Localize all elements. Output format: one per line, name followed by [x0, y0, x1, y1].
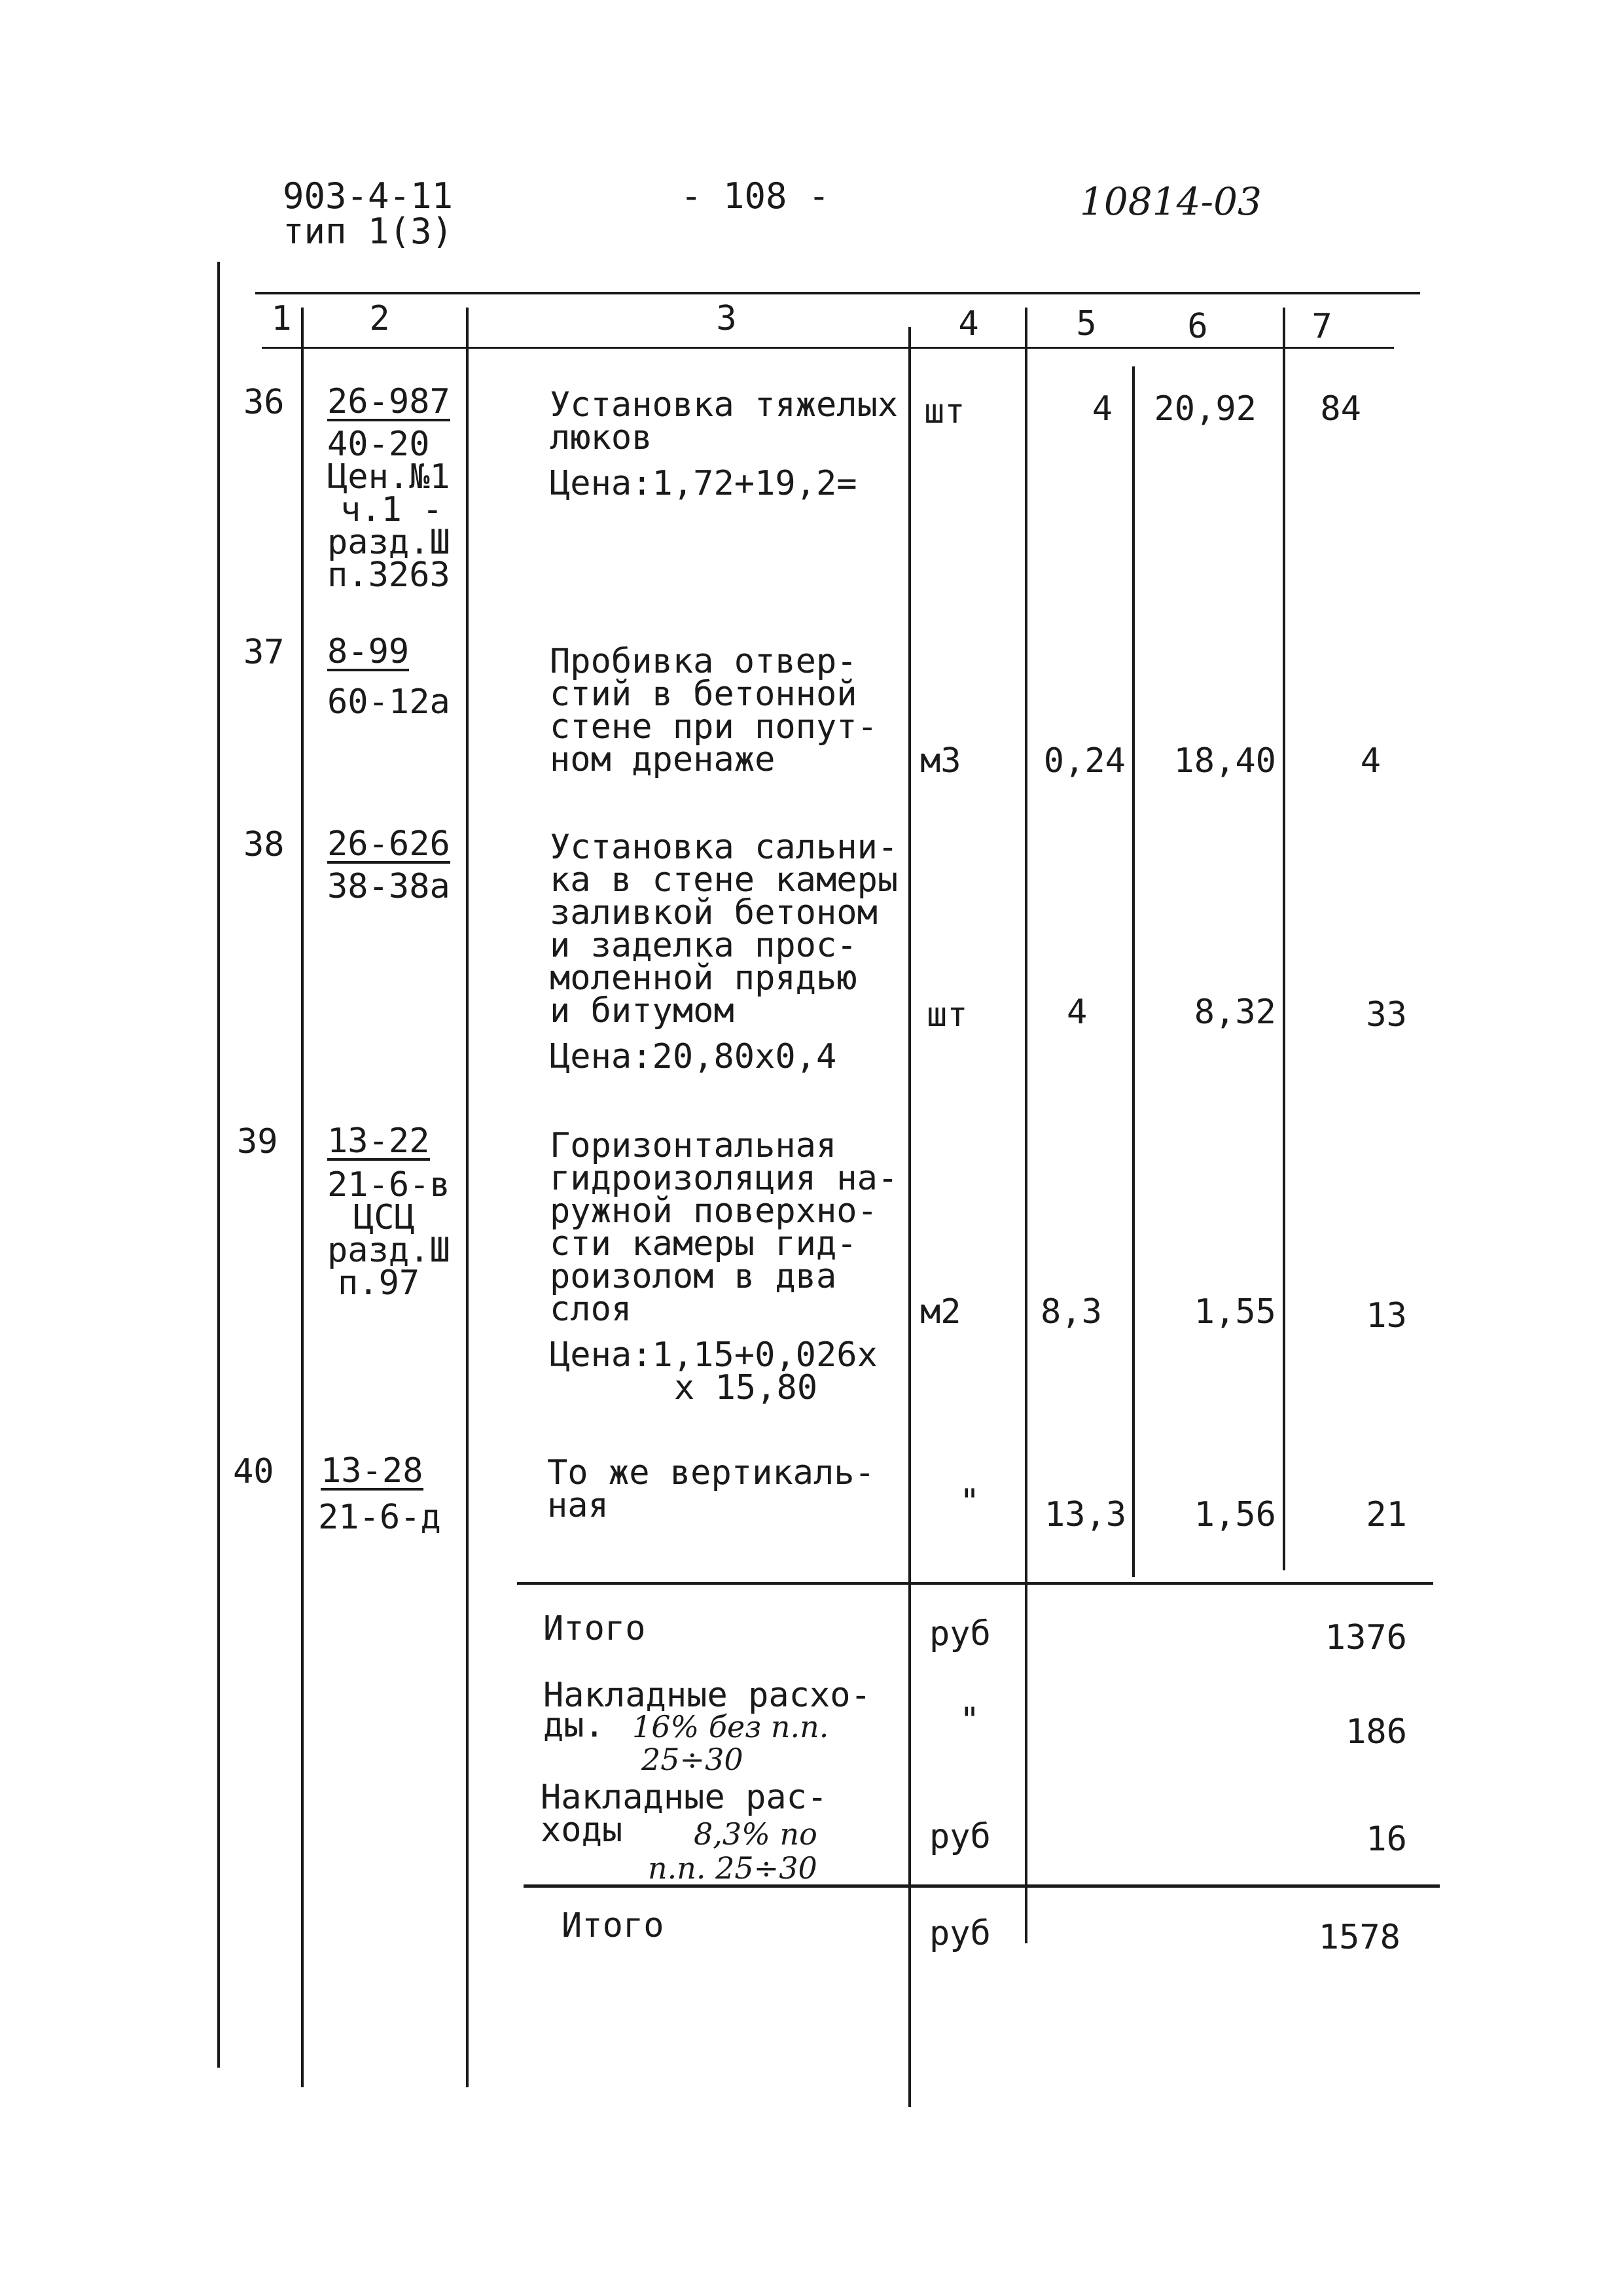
row-number: 36 [243, 383, 285, 422]
description-line: Установка тяжелых [550, 385, 899, 425]
summary-label: Накладные рас- [541, 1778, 828, 1817]
row-total: 4 [1360, 741, 1381, 781]
description-line: То же вертикаль- [547, 1453, 875, 1492]
col-header-5: 5 [1076, 304, 1097, 344]
description-line: Горизонтальная [550, 1126, 837, 1165]
unit: руб [929, 1914, 991, 1953]
description-line: ная [547, 1486, 609, 1525]
description-line: и битумом [550, 991, 734, 1031]
unit-price: 18,40 [1173, 741, 1276, 781]
table-top-rule [255, 292, 1420, 294]
code-main: 13-28 [321, 1451, 423, 1491]
quantity: 13,3 [1044, 1495, 1127, 1534]
unit: " [959, 1701, 980, 1740]
row-number: 39 [237, 1122, 278, 1161]
unit: " [959, 1482, 980, 1521]
archive-number: 10814-03 [1080, 179, 1262, 224]
unit-price: 1,55 [1194, 1292, 1276, 1332]
description-line: ружной поверхно- [550, 1192, 878, 1231]
code-line: ч.1 - [340, 490, 443, 529]
code-line: п.3263 [327, 556, 450, 595]
description-line: гидроизоляция на- [550, 1159, 899, 1198]
summary-note: 16% без п.п. [632, 1709, 829, 1744]
description-line: люков [550, 418, 652, 457]
unit: м3 [920, 741, 961, 781]
code-line: разд.Ш [327, 1231, 450, 1270]
code-line: 40-20 [327, 425, 430, 464]
unit-price: 1,56 [1194, 1495, 1276, 1534]
description-line: слоя [550, 1290, 632, 1329]
row-total: 84 [1320, 389, 1361, 429]
price-note: х 15,80 [674, 1368, 818, 1407]
code-line: 21-6-в [327, 1165, 450, 1205]
price-note: Цена:1,72+19,2= [550, 464, 857, 503]
col-header-7: 7 [1311, 307, 1332, 346]
code-line: Цен.№1 [327, 457, 450, 497]
summary-total: 1376 [1325, 1618, 1407, 1657]
unit: шт [924, 392, 965, 431]
col-header-1: 1 [271, 299, 292, 338]
description-line: стене при попут- [550, 707, 878, 747]
summary-top-rule [517, 1582, 1433, 1585]
row-number: 38 [243, 825, 285, 864]
document-type: тип 1(3) [283, 211, 454, 252]
col-5-divider [1132, 366, 1135, 1577]
row-number: 40 [233, 1452, 274, 1491]
col-header-3: 3 [716, 299, 737, 338]
quantity: 8,3 [1041, 1292, 1102, 1332]
description-line: ном дренаже [550, 740, 776, 779]
description-line: Пробивка отвер- [550, 642, 857, 681]
description-line: и заделка прос- [550, 926, 857, 965]
col-2-divider [466, 308, 469, 2087]
code-line: п.97 [338, 1263, 420, 1303]
col-header-6: 6 [1187, 307, 1208, 346]
row-total: 21 [1366, 1495, 1407, 1534]
grand-total-value: 1578 [1318, 1918, 1400, 1957]
code-line: ЦСЦ [353, 1198, 415, 1237]
code-line: 21-6-д [318, 1498, 441, 1537]
quantity: 4 [1092, 389, 1113, 429]
code-line: 60-12а [327, 682, 450, 722]
row-total: 13 [1366, 1296, 1407, 1335]
col-header-2: 2 [369, 299, 390, 338]
summary-note: 25÷30 [641, 1742, 743, 1777]
col-4-divider [1025, 308, 1027, 1943]
unit: м2 [920, 1292, 961, 1332]
price-note: Цена:1,15+0,026х [550, 1335, 878, 1375]
quantity: 4 [1067, 993, 1088, 1032]
unit-price: 20,92 [1154, 389, 1257, 429]
summary-total: 16 [1366, 1820, 1407, 1859]
summary-note: 8,3% по [694, 1816, 817, 1852]
description-line: Установка сальни- [550, 828, 899, 867]
description-line: роизолом в два [550, 1257, 837, 1296]
code-main: 26-987 [327, 382, 450, 421]
summary-note: п.п. 25÷30 [648, 1850, 817, 1886]
page-number: - 108 - [681, 175, 830, 217]
code-main: 8-99 [327, 632, 410, 671]
unit: руб [929, 1614, 991, 1653]
description-line: стий в бетонной [550, 675, 857, 714]
summary-label: Итого [543, 1609, 646, 1648]
description-line: ка в стене камеры [550, 860, 899, 900]
quantity: 0,24 [1043, 741, 1126, 781]
row-number: 37 [243, 633, 285, 672]
header-bottom-rule [262, 347, 1394, 349]
summary-label: ходы [541, 1810, 623, 1850]
unit: шт [927, 995, 968, 1034]
left-margin-rule [217, 262, 220, 2068]
grand-total-label: Итого [562, 1906, 664, 1945]
description-line: моленной прядью [550, 959, 857, 998]
summary-total: 186 [1346, 1712, 1407, 1752]
col-1-divider [301, 308, 304, 2087]
unit: руб [929, 1817, 991, 1856]
summary-label: ды. [543, 1706, 605, 1745]
code-line: 38-38а [327, 867, 450, 906]
summary-label: Накладные расхо- [543, 1676, 871, 1715]
price-note: Цена:20,80х0,4 [550, 1037, 837, 1076]
code-main: 13-22 [327, 1122, 430, 1161]
description-line: сти камеры гид- [550, 1224, 857, 1263]
row-total: 33 [1366, 995, 1407, 1034]
col-6-divider [1283, 308, 1285, 1570]
col-3-divider [908, 327, 911, 2107]
col-header-4: 4 [958, 304, 979, 344]
description-line: заливкой бетоном [550, 893, 878, 932]
code-main: 26-626 [327, 824, 450, 864]
code-line: разд.Ш [327, 523, 450, 562]
unit-price: 8,32 [1194, 993, 1276, 1032]
document-code: 903-4-11 [283, 175, 454, 217]
